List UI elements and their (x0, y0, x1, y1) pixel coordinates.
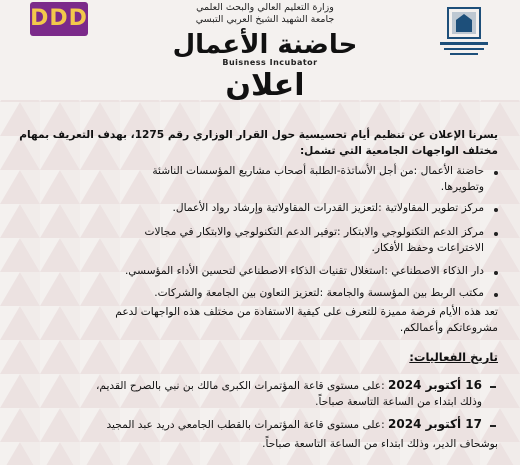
closing-line: تعد هذه الأيام فرصة مميزة للتعرف على كيفية الاستفادة من مختلف هذه الواجهات لدعم (115, 306, 498, 318)
dash-icon (490, 386, 496, 388)
bullet-icon (494, 232, 498, 236)
list-item: مكتب الربط بين المؤسسة والجامعة :لتعزيز التعاون بين الجامعة والشركات. (154, 287, 484, 299)
events-heading: تاريخ الفعاليات: (409, 350, 498, 364)
list-item-continuation: وتطويرها. (440, 181, 484, 193)
event-item (107, 417, 483, 433)
bullet-icon (494, 271, 498, 275)
event-item-continuation: بوشحاف الدير، وذلك ابتداء من الساعة التاسعة صباحاً. (262, 438, 498, 450)
event-date: 17 أكتوبر 2024 (388, 417, 482, 431)
intro-line: مختلف الواجهات الجامعية التي تشمل: (299, 145, 498, 157)
event-location: :على مستوى قاعة المؤتمرات الكبرى مالك بن نبي بالصرح القديم، (95, 380, 385, 392)
event-item (96, 378, 482, 394)
ministry-line: وزارة التعليم العالي والبحث العلمي (196, 2, 334, 13)
dash-icon (490, 425, 496, 427)
announcement-heading: اعلان (225, 68, 305, 103)
intro-line: يسرنا الإعلان عن تنظيم أيام تحسيسية حول القرار الوزاري رقم 1275، بهدف التعريف بمهام (19, 129, 498, 141)
event-location: :على مستوى قاعة المؤتمرات بالقطب الجامعي دريد عبد المجيد (106, 419, 385, 431)
university-logo (436, 6, 492, 58)
page-subtitle: Buisness Incubator (222, 58, 318, 67)
bullet-icon (494, 208, 498, 212)
list-item: دار الذكاء الاصطناعي :استغلال تقنيات الذكاء الاصطناعي لتحسين الأداء المؤسسي. (124, 265, 484, 277)
closing-line: مشروعاتكم وأعمالكم. (399, 322, 498, 334)
incubator-logo: DDD (30, 2, 88, 36)
event-date: 16 أكتوبر 2024 (388, 378, 482, 392)
bullet-icon (494, 293, 498, 297)
list-item: حاضنة الأعمال :من أجل الأساتذة-الطلبة أصحاب مشاريع المؤسسات الناشئة (152, 165, 484, 177)
list-item: مركز تطوير المقاولاتية :لتعزيز القدرات المقاولاتية وإرشاد رواد الأعمال. (172, 202, 484, 214)
list-item-continuation: الاختراعات وحفظ الأفكار. (371, 242, 484, 254)
list-item: مركز الدعم التكنولوجي والابتكار :توفير الدعم التكنولوجي والابتكار في مجالات (144, 226, 484, 238)
bullet-icon (494, 171, 498, 175)
event-item-continuation: وذلك ابتداء من الساعة التاسعة صباحاً. (315, 396, 482, 408)
university-line: جامعة الشهيد الشيخ العربي التبسي (195, 14, 335, 25)
page-title: حاضنة الأعمال (172, 30, 358, 60)
